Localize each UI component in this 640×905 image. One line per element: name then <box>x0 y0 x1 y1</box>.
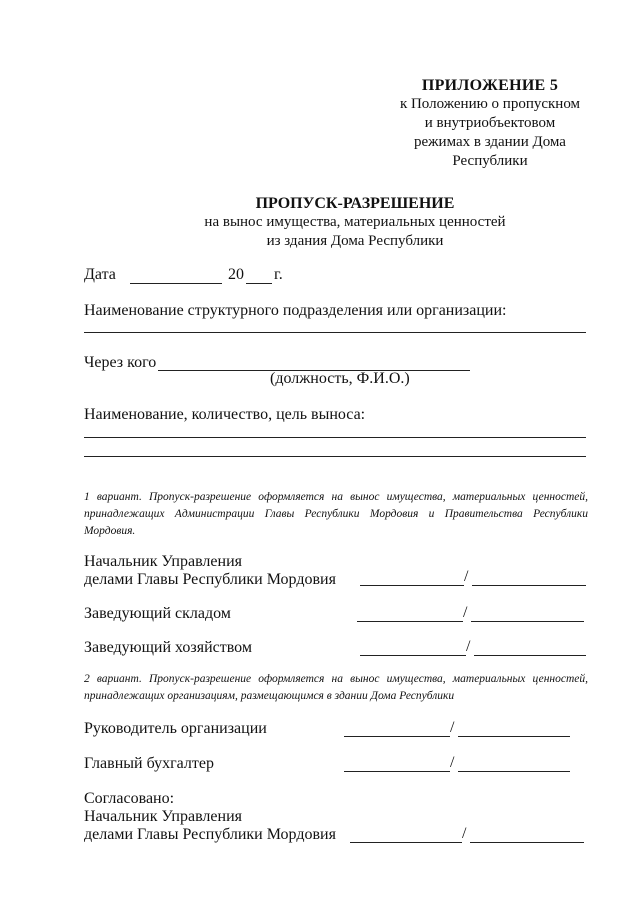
name-field[interactable] <box>470 842 584 843</box>
via-hint: (должность, Ф.И.О.) <box>270 370 410 387</box>
year-field[interactable] <box>246 283 272 284</box>
document-subtitle: на вынос имущества, материальных ценностей <box>204 214 506 230</box>
appendix-title: ПРИЛОЖЕНИЕ 5 <box>421 77 559 94</box>
date-label: Дата <box>84 266 116 283</box>
items-label: Наименование, количество, цель выноса: <box>84 406 366 423</box>
signature-field[interactable] <box>344 771 450 772</box>
signatory-title: Заведующий хозяйством <box>84 639 252 656</box>
department-field[interactable] <box>84 332 586 333</box>
name-field[interactable] <box>471 621 584 622</box>
variant-1-note: 1 вариант. Пропуск-разрешение оформляется на вынос имущества, материальных ценностей, принадлежащих Администрации Главы Республики Мордовия и Правительства Республики Мордовия. <box>84 491 588 537</box>
date-field[interactable] <box>130 283 222 284</box>
signatory-title: Начальник Управления <box>84 553 242 570</box>
appendix-line: режимах в здании Дома <box>414 134 566 150</box>
signature-field[interactable] <box>350 842 462 843</box>
appendix-line: и внутриобъектовом <box>424 115 556 131</box>
document-subtitle: из здания Дома Республики <box>266 233 444 249</box>
signature-field[interactable] <box>360 655 466 656</box>
signature-separator: / <box>450 754 455 771</box>
signatory-title: Главный бухгалтер <box>84 755 214 772</box>
signatory-title: Начальник Управления <box>84 808 242 825</box>
document-title-block <box>150 194 560 251</box>
via-label: Через кого <box>84 354 157 371</box>
document-title: ПРОПУСК-РАЗРЕШЕНИЕ <box>255 195 455 212</box>
signatory-title: делами Главы Республики Мордовия <box>84 826 336 843</box>
appendix-line: Республики <box>452 153 528 169</box>
signature-field[interactable] <box>344 736 450 737</box>
items-field-line[interactable] <box>84 456 586 457</box>
signatory-title: делами Главы Республики Мордовия <box>84 571 336 588</box>
appendix-line: к Положению о пропускном <box>399 96 581 112</box>
name-field[interactable] <box>472 585 586 586</box>
items-field-line[interactable] <box>84 437 586 438</box>
signature-separator: / <box>463 604 468 621</box>
name-field[interactable] <box>474 655 586 656</box>
signature-field[interactable] <box>357 621 463 622</box>
signature-separator: / <box>464 568 469 585</box>
signature-separator: / <box>466 638 471 655</box>
signatory-title: Заведующий складом <box>84 605 231 622</box>
approval-label: Согласовано: <box>84 790 175 807</box>
signatory-title: Руководитель организации <box>84 720 267 737</box>
year-suffix: г. <box>274 266 283 283</box>
appendix-block <box>390 76 590 171</box>
name-field[interactable] <box>458 736 570 737</box>
name-field[interactable] <box>458 771 570 772</box>
department-label: Наименование структурного подразделения или организации: <box>84 302 507 319</box>
signature-field[interactable] <box>360 585 464 586</box>
signature-separator: / <box>462 825 467 842</box>
signature-separator: / <box>450 719 455 736</box>
year-prefix: 20 <box>228 266 244 283</box>
variant-2-note: 2 вариант. Пропуск-разрешение оформляется на вынос имущества, материальных ценностей, принадлежащих организациям, размещающимся в здании Дома Республики <box>84 673 588 702</box>
